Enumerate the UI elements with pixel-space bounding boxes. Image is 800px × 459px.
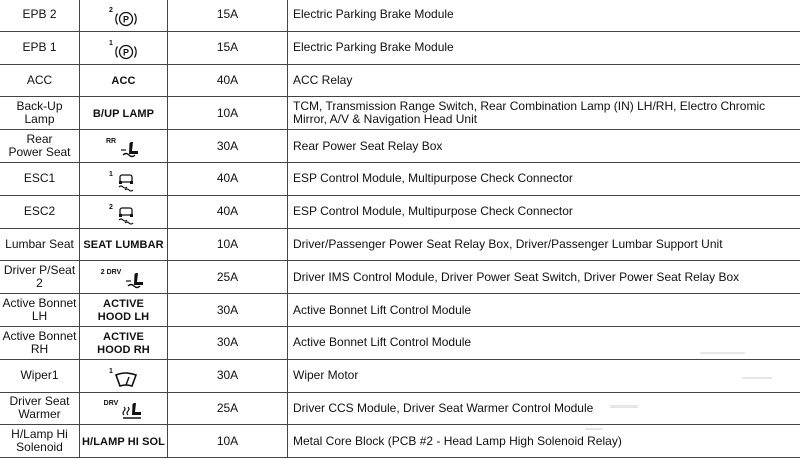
fuse-circuit-description: Active Bonnet Lift Control Module bbox=[293, 335, 472, 350]
fuse-rating-cell bbox=[168, 64, 288, 97]
table-row bbox=[0, 195, 800, 228]
seat-warmer-icon bbox=[119, 401, 143, 421]
fuse-symbol-label: ACTIVE HOOD RH bbox=[97, 330, 150, 356]
fuse-symbol-cell bbox=[80, 261, 168, 294]
fuse-name-cell bbox=[0, 97, 80, 130]
fuse-name: Driver Seat Warmer bbox=[9, 394, 70, 422]
fuse-rating-cell bbox=[168, 228, 288, 261]
fuse-circuit-cell bbox=[288, 195, 800, 228]
fuse-rating-cell bbox=[168, 130, 288, 163]
fuse-rating-cell bbox=[168, 261, 288, 294]
fuse-circuit-description: Driver IMS Control Module, Driver Power Seat Switch, Driver Power Seat Relay Box bbox=[293, 269, 740, 284]
fuse-circuit-cell bbox=[288, 228, 800, 261]
parking-brake-icon bbox=[114, 41, 138, 61]
fuse-symbol-cell bbox=[80, 97, 168, 130]
fuse-symbol-superscript: 2 bbox=[109, 6, 113, 14]
fuse-name-cell bbox=[0, 326, 80, 359]
seat-icon bbox=[122, 270, 146, 290]
fuse-rating-cell bbox=[168, 294, 288, 327]
fuse-name-cell bbox=[0, 195, 80, 228]
fuse-circuit-cell bbox=[288, 392, 800, 425]
fuse-rating: 25A bbox=[216, 400, 239, 415]
fuse-circuit-description: Electric Parking Brake Module bbox=[293, 7, 454, 22]
fuse-symbol-label: ACTIVE HOOD LH bbox=[97, 298, 150, 324]
fuse-symbol-cell bbox=[80, 359, 168, 392]
fuse-rating: 30A bbox=[216, 138, 239, 153]
fuse-symbol-icon bbox=[109, 8, 138, 28]
fuse-circuit-description: TCM, Transmission Range Switch, Rear Combination Lamp (IN) LH/RH, Electro Chromic Mirror, A/V & Navigation Head Unit bbox=[293, 99, 766, 127]
fuse-name-cell bbox=[0, 130, 80, 163]
fuse-rating-cell bbox=[168, 162, 288, 195]
fuse-circuit-description: Electric Parking Brake Module bbox=[293, 40, 454, 55]
fuse-rating-cell bbox=[168, 359, 288, 392]
table-row bbox=[0, 228, 800, 261]
fuse-circuit-cell bbox=[288, 31, 800, 64]
fuse-name: ACC bbox=[26, 72, 53, 87]
fuse-rating: 25A bbox=[216, 269, 239, 284]
fuse-name-cell bbox=[0, 359, 80, 392]
fuse-symbol-icon bbox=[109, 369, 138, 389]
fuse-symbol-superscript: 1 bbox=[109, 367, 113, 375]
fuse-rating: 40A bbox=[216, 204, 239, 219]
fuse-name: ESC1 bbox=[23, 171, 56, 186]
fuse-rating: 30A bbox=[216, 302, 239, 317]
fuse-rating-cell bbox=[168, 31, 288, 64]
fuse-symbol-icon bbox=[106, 139, 141, 159]
fuse-rating: 10A bbox=[216, 433, 239, 448]
fuse-circuit-cell bbox=[288, 261, 800, 294]
fuse-name-cell bbox=[0, 162, 80, 195]
fuse-symbol-cell bbox=[80, 64, 168, 97]
fuse-name: Rear Power Seat bbox=[8, 132, 71, 160]
fuse-rating: 15A bbox=[216, 7, 239, 22]
fuse-rating-cell bbox=[168, 97, 288, 130]
fuse-circuit-cell bbox=[288, 0, 800, 31]
table-row bbox=[0, 31, 800, 64]
fuse-name: Active Bonnet RH bbox=[2, 328, 77, 356]
fuse-symbol-cell bbox=[80, 228, 168, 261]
fuse-circuit-description: Metal Core Block (PCB #2 - Head Lamp High Solenoid Relay) bbox=[293, 433, 622, 448]
fuse-name-cell bbox=[0, 261, 80, 294]
fuse-symbol-superscript: DRV bbox=[103, 400, 119, 408]
fuse-circuit-cell bbox=[288, 64, 800, 97]
fuse-rating: 15A bbox=[216, 40, 239, 55]
fuse-name: Lumbar Seat bbox=[5, 236, 74, 251]
fuse-rating: 10A bbox=[216, 236, 239, 251]
fuse-circuit-description: Rear Power Seat Relay Box bbox=[293, 138, 443, 153]
svg-text:P: P bbox=[122, 47, 129, 58]
fuse-rating-cell bbox=[168, 392, 288, 425]
fuse-symbol-icon bbox=[109, 205, 138, 225]
fuse-name-cell bbox=[0, 31, 80, 64]
fuse-symbol-icon bbox=[109, 41, 138, 61]
fuse-symbol-icon bbox=[104, 401, 144, 421]
fuse-circuit-description: Wiper Motor bbox=[293, 368, 359, 383]
fuse-symbol-cell bbox=[80, 392, 168, 425]
fuse-symbol-icon bbox=[101, 270, 147, 290]
fuse-name-cell bbox=[0, 392, 80, 425]
fuse-symbol-label: B/UP LAMP bbox=[92, 107, 155, 120]
fuse-symbol-cell bbox=[80, 31, 168, 64]
fuse-circuit-cell bbox=[288, 425, 800, 458]
fuse-symbol-cell bbox=[80, 162, 168, 195]
fuse-circuit-cell bbox=[288, 97, 800, 130]
fuse-symbol-cell bbox=[80, 294, 168, 327]
fuse-symbol-cell bbox=[80, 130, 168, 163]
fuse-name-cell bbox=[0, 294, 80, 327]
fuse-circuit-cell bbox=[288, 130, 800, 163]
wiper-icon bbox=[114, 369, 138, 389]
fuse-circuit-description: Driver CCS Module, Driver Seat Warmer Control Module bbox=[293, 400, 594, 415]
table-row bbox=[0, 97, 800, 130]
table-row bbox=[0, 425, 800, 458]
svg-text:P: P bbox=[122, 14, 129, 25]
table-row bbox=[0, 130, 800, 163]
fuse-symbol-superscript: 2 DRV bbox=[100, 269, 122, 277]
table-row bbox=[0, 392, 800, 425]
fuse-name-cell bbox=[0, 425, 80, 458]
fuse-symbol-superscript: 2 bbox=[109, 203, 113, 211]
fuse-name: Wiper1 bbox=[20, 368, 59, 383]
fuse-circuit-description: ESP Control Module, Multipurpose Check Connector bbox=[293, 171, 573, 186]
table-row bbox=[0, 261, 800, 294]
fuse-rating: 10A bbox=[216, 105, 239, 120]
fuse-name-cell bbox=[0, 0, 80, 31]
fuse-circuit-description: ACC Relay bbox=[293, 72, 353, 87]
fuse-symbol-superscript: RR bbox=[105, 138, 117, 146]
fuse-rating: 30A bbox=[216, 335, 239, 350]
fuse-symbol-cell bbox=[80, 0, 168, 31]
table-row bbox=[0, 359, 800, 392]
fuse-circuit-cell bbox=[288, 294, 800, 327]
table-row bbox=[0, 64, 800, 97]
fuse-rating-cell bbox=[168, 425, 288, 458]
fuse-rating-cell bbox=[168, 195, 288, 228]
fuse-symbol-cell bbox=[80, 195, 168, 228]
esc-skid-icon bbox=[114, 205, 138, 225]
fuse-symbol-cell bbox=[80, 425, 168, 458]
fuse-symbol-label: ACC bbox=[111, 74, 136, 87]
fuse-name: H/Lamp Hi Solenoid bbox=[11, 427, 68, 455]
fuse-circuit-cell bbox=[288, 326, 800, 359]
fuse-symbol-cell bbox=[80, 326, 168, 359]
fuse-symbol-label: H/LAMP HI SOL bbox=[82, 435, 165, 448]
fuse-name-cell bbox=[0, 228, 80, 261]
fuse-symbol-superscript: 1 bbox=[109, 39, 113, 47]
fuse-name: Active Bonnet LH bbox=[2, 296, 77, 324]
fuse-rating: 30A bbox=[216, 368, 239, 383]
seat-icon bbox=[117, 139, 141, 159]
table-row bbox=[0, 294, 800, 327]
fuse-rating: 40A bbox=[216, 171, 239, 186]
fuse-name-cell bbox=[0, 64, 80, 97]
fuse-rating: 40A bbox=[216, 72, 239, 87]
fuse-name: EPB 2 bbox=[22, 7, 57, 22]
fuse-circuit-description: ESP Control Module, Multipurpose Check Connector bbox=[293, 204, 573, 219]
fuse-symbol-superscript: 1 bbox=[109, 170, 113, 178]
table-row bbox=[0, 326, 800, 359]
fuse-circuit-cell bbox=[288, 359, 800, 392]
parking-brake-icon bbox=[114, 8, 138, 28]
fuse-circuit-description: Driver/Passenger Power Seat Relay Box, Driver/Passenger Lumbar Support Unit bbox=[293, 236, 723, 251]
fuse-symbol-icon bbox=[109, 172, 138, 192]
fuse-symbol-label: SEAT LUMBAR bbox=[83, 238, 164, 251]
fuse-circuit-cell bbox=[288, 162, 800, 195]
fuse-name: Driver P/Seat 2 bbox=[3, 263, 76, 291]
fuse-rating-cell bbox=[168, 0, 288, 31]
table-row bbox=[0, 162, 800, 195]
fuse-circuit-description: Active Bonnet Lift Control Module bbox=[293, 302, 472, 317]
fuse-rating-cell bbox=[168, 326, 288, 359]
fuse-name: EPB 1 bbox=[22, 40, 57, 55]
esc-skid-icon bbox=[114, 172, 138, 192]
fuse-name: ESC2 bbox=[23, 204, 56, 219]
table-row bbox=[0, 0, 800, 31]
fuse-name: Back-Up Lamp bbox=[16, 99, 63, 127]
